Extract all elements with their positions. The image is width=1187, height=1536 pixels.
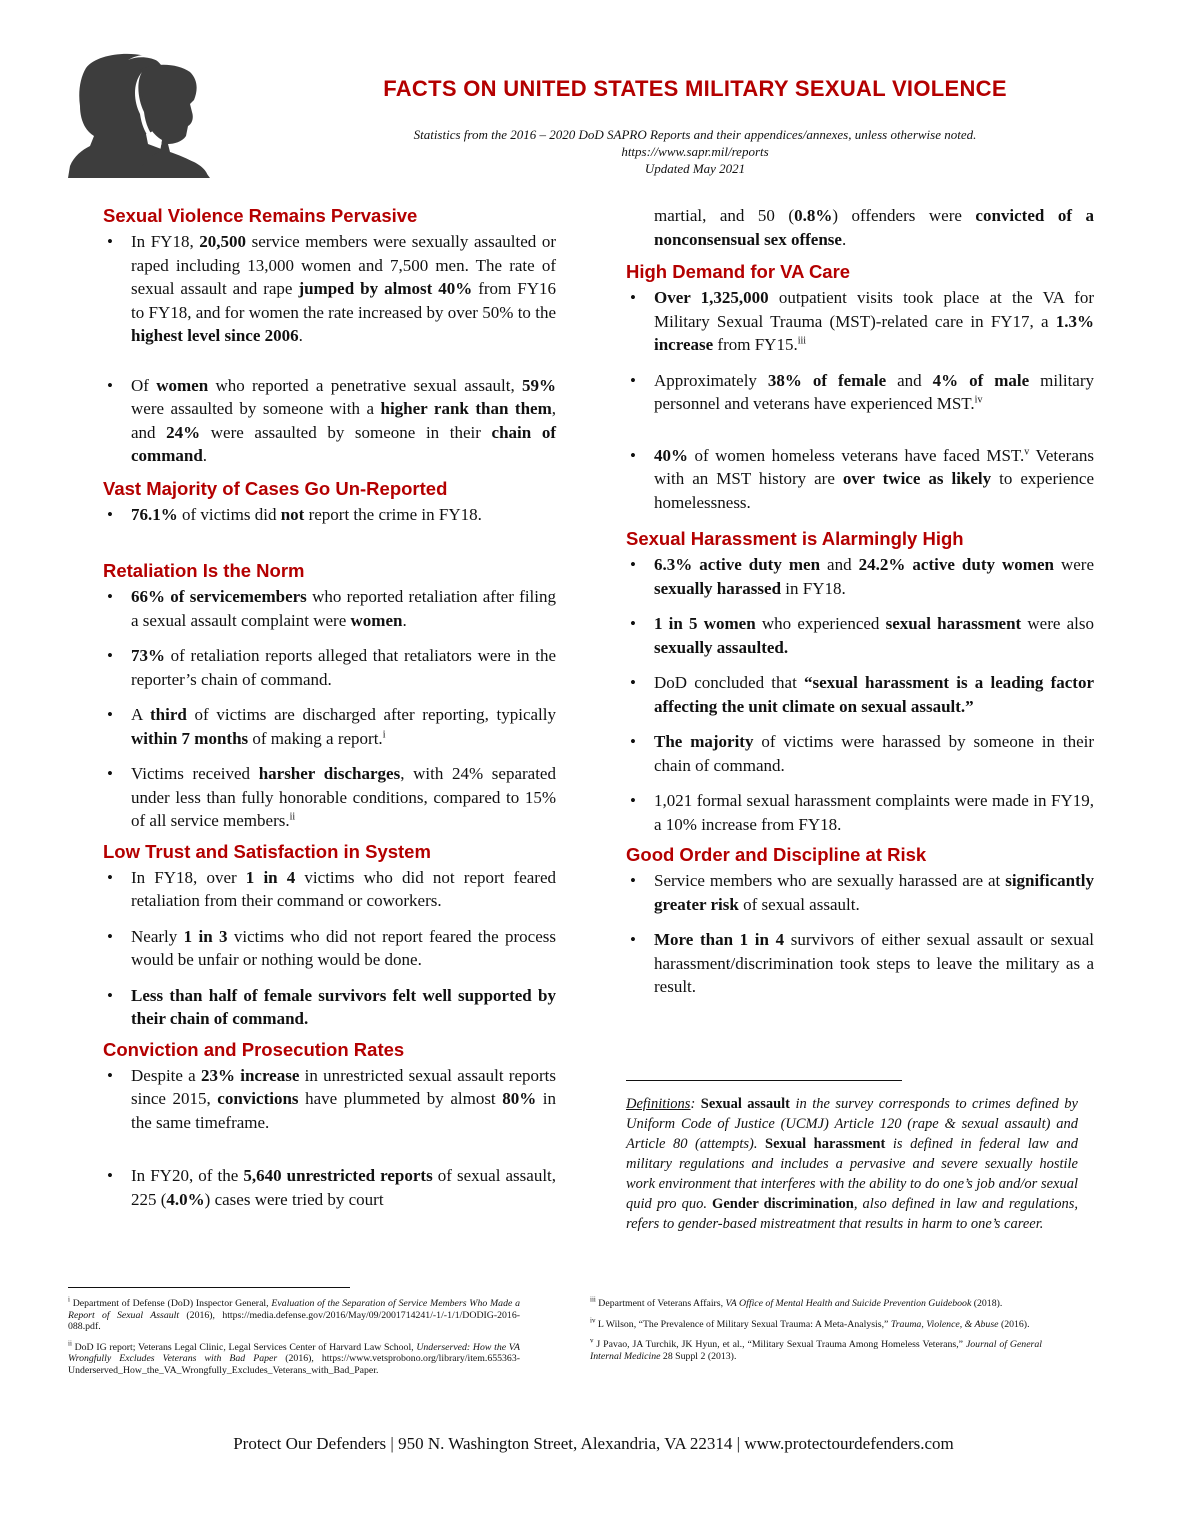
footnote-2: $^{ii}$ DoD IG report; Veterans Legal Clinic, Legal Services Center of Harvard Law School, Underserved: How the VA Wrongfully Excludes Veterans with Bad Paper (2016), https://www.vetsprobono.org/library/item.655363-Underserved_How_the_VA_Wrongfully_Excludes_Veterans_with_Bad_Paper. xyxy=(68,1339,520,1376)
section-heading: Retaliation Is the Norm xyxy=(103,560,305,581)
list-item: • Nearly 1 in 3 victims who did not report feared the process would be unfair or nothing would be done. xyxy=(103,925,556,972)
footnote-ref[interactable]: iv xyxy=(974,394,983,406)
definitions-block: Definitions: Sexual assault in the survey corresponds to crimes defined by Uniform Code of Justice (UCMJ) Article 120 (rape & sexual assault) and Article 80 (attempts). Sexual harassment is defined in federal law and military regulations and includes a pervasive and severe sexually hostile work environment that interferes with the ability to do one’s job and/or sexual quid pro quo. Gender discrimination, also defined in law and regulations, refers to gender-based mistreatment that results in harm to one’s career. xyxy=(626,1096,1078,1232)
list-item: • Less than half of female survivors felt well supported by their chain of command. xyxy=(103,984,556,1031)
footnote-3: $^{iii}$ Department of Veterans Affairs, VA Office of Mental Health and Suicide Prevention Guidebook (2018). xyxy=(590,1295,1003,1309)
section-heading: High Demand for VA Care xyxy=(626,261,851,282)
subtitle xyxy=(330,126,1060,177)
list-item: • A third of victims are discharged after reporting, typically within 7 months of making a report.$^i$ xyxy=(103,703,556,750)
list-item: • 73% of retaliation reports alleged that retaliators were in the reporter’s chain of command. xyxy=(103,644,556,691)
footnote-ref[interactable]: iii xyxy=(797,335,807,347)
section-heading: Vast Majority of Cases Go Un-Reported xyxy=(103,477,448,499)
list-item: • 66% of servicemembers who reported retaliation after filing a sexual assault complaint were women. xyxy=(103,585,556,632)
list-item: • More than 1 in 4 survivors of either sexual assault or sexual harassment/discrimination took steps to leave the military as a result. xyxy=(626,928,1094,999)
footnotes-right xyxy=(590,1295,1042,1371)
page-title: FACTS ON UNITED STATES MILITARY SEXUAL VIOLENCE xyxy=(383,76,1007,101)
section-heading: Good Order and Discipline at Risk xyxy=(626,844,927,865)
list-item: • In FY20, of the 5,640 unrestricted reports of sexual assault, 225 (4.0%) cases were tried by court xyxy=(103,1164,556,1211)
footnotes-divider xyxy=(68,1287,350,1288)
subtitle-url[interactable]: https://www.sapr.mil/reports xyxy=(621,144,769,159)
list-item: • In FY18, over 1 in 4 victims who did not report feared retaliation from their command or coworkers. xyxy=(103,866,556,913)
footnote-5: $^v$ J Pavao, JA Turchik, JK Hyun, et al., “Military Sexual Trauma Among Homeless Veterans,” Journal of General Internal Medicine 28 Suppl 2 (2013). xyxy=(590,1336,1042,1362)
bullet-list xyxy=(103,503,556,527)
list-item: • Over 1,325,000 outpatient visits took place at the VA for Military Sexual Trauma (MST)-related care in FY17, a 1.3% increase from FY15.$^{iii}$ xyxy=(626,286,1094,357)
section-heading: Sexual Harassment is Alarmingly High xyxy=(626,528,964,549)
list-item: • The majority of victims were harassed by someone in their chain of command. xyxy=(626,730,1094,777)
soldier-silhouettes-icon xyxy=(68,48,210,178)
bullet-list xyxy=(626,869,1094,999)
section-heading: Sexual Violence Remains Pervasive xyxy=(103,205,418,226)
footnote-ref[interactable]: ii xyxy=(289,811,296,823)
bullet-list xyxy=(103,1064,556,1212)
footnote-1: $^i$ Department of Defense (DoD) Inspector General, Evaluation of the Separation of Service Members Who Made a Report of Sexual Assault (2016), https://media.defense.gov/2016/May/09/2001714241/-1/-1/1/DODIG-2016-088.pdf. xyxy=(68,1295,521,1332)
section-heading: Low Trust and Satisfaction in System xyxy=(103,840,431,862)
list-item: • Victims received harsher discharges, with 24% separated under less than fully honorable conditions, compared to 15% of all service members.$^{ii}$ xyxy=(103,762,556,833)
bullet-list xyxy=(103,230,556,468)
bullet-list xyxy=(626,553,1094,836)
footnote-ref[interactable]: v xyxy=(1024,445,1030,457)
list-item: • DoD concluded that “sexual harassment is a leading factor affecting the unit climate on sexual assault.” xyxy=(626,671,1094,718)
right-column xyxy=(626,204,1094,1011)
footnotes-left xyxy=(68,1295,521,1385)
list-item: • 40% of women homeless veterans have faced MST.$^v$ Veterans with an MST history are over twice as likely to experience homelessness. xyxy=(626,444,1094,515)
footnote-4: $^{iv}$ L Wilson, “The Prevalence of Military Sexual Trauma: A Meta-Analysis,” Trauma, Violence, & Abuse (2016). xyxy=(590,1316,1030,1330)
page-footer: Protect Our Defenders | 950 N. Washington Street, Alexandria, VA 22314 | www.protectourdefenders.com xyxy=(233,1434,954,1453)
list-item: • Despite a 23% increase in unrestricted sexual assault reports since 2015, convictions have plummeted by almost 80% in the same timeframe. xyxy=(103,1064,556,1135)
list-item: • Approximately 38% of female and 4% of male military personnel and veterans have experienced MST.$^{iv}$ xyxy=(626,369,1094,416)
bullet-list xyxy=(103,585,556,833)
list-item-continued: martial, and 50 (0.8%) offenders were convicted of a nonconsensual sex offense. xyxy=(654,206,1094,249)
definitions-divider xyxy=(626,1080,902,1081)
section-heading: Conviction and Prosecution Rates xyxy=(103,1038,405,1060)
subtitle-source: Statistics from the 2016 – 2020 DoD SAPRO Reports and their appendices/annexes, unless otherwise noted. xyxy=(413,127,977,142)
footnote-ref[interactable]: i xyxy=(382,728,386,740)
subtitle-updated: Updated May 2021 xyxy=(644,161,746,176)
left-column xyxy=(103,205,556,1223)
bullet-list xyxy=(626,286,1094,514)
list-item: • 6.3% active duty men and 24.2% active duty women were sexually harassed in FY18. xyxy=(626,553,1094,600)
list-item: • 1 in 5 women who experienced sexual harassment were also sexually assaulted. xyxy=(626,612,1094,659)
list-item: • In FY18, 20,500 service members were sexually assaulted or raped including 13,000 women and 7,500 men. The rate of sexual assault and rape jumped by almost 40% from FY16 to FY18, and for women the rate increased by over 50% to the highest level since 2006. xyxy=(103,230,556,348)
bullet-list xyxy=(626,204,1094,251)
list-item: • 1,021 formal sexual harassment complaints were made in FY19, a 10% increase from FY18. xyxy=(626,789,1094,836)
list-item: • Of women who reported a penetrative sexual assault, 59% were assaulted by someone with a higher rank than them, and 24% were assaulted by someone in their chain of command. xyxy=(103,374,556,468)
bullet-list xyxy=(103,866,556,1031)
list-item: • Service members who are sexually harassed are at significantly greater risk of sexual assault. xyxy=(626,869,1094,916)
list-item: • 76.1% of victims did not report the crime in FY18. xyxy=(103,503,556,527)
